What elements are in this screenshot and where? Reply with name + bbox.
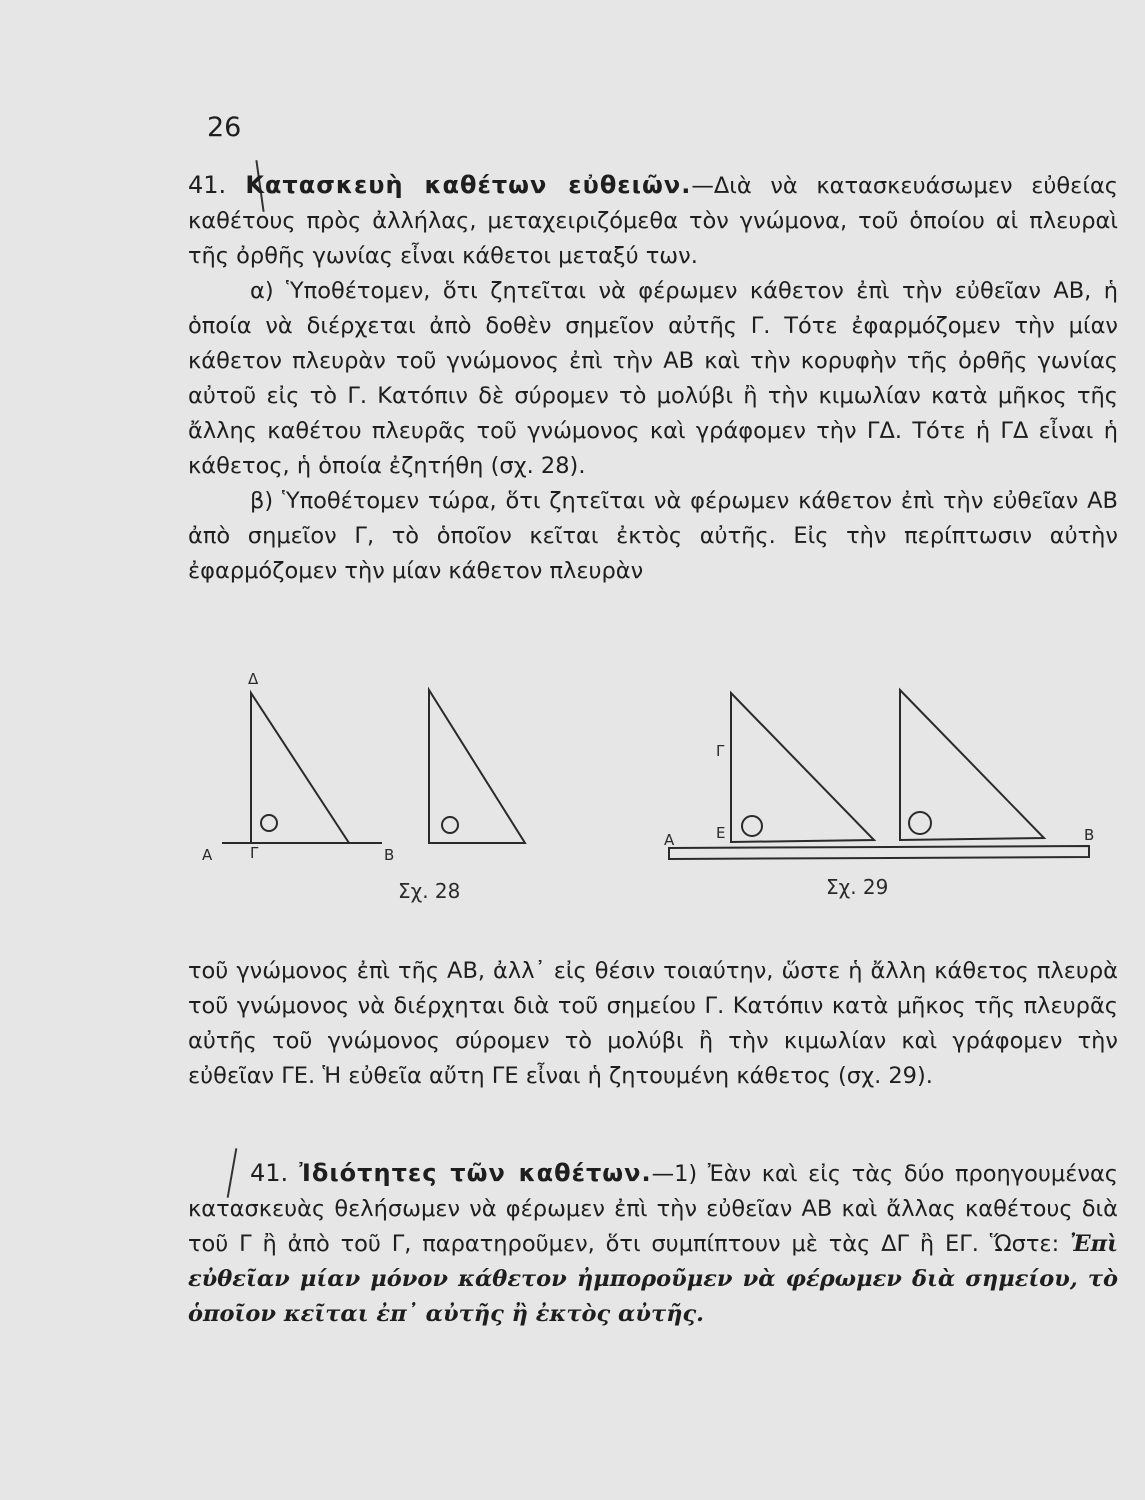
- set-square-29a: [731, 693, 874, 842]
- label-a-28: Α: [202, 846, 213, 864]
- section-text: —Διὰ νὰ κατασκευάσωμεν εὐθείας καθέτους πρὸς ἀλλήλας, μεταχειριζόμεθα τὸν γνώμονα, τοῦ ὁποίου αἱ πλευραὶ τῆς ὀρθῆς γωνίας εἶναι κάθετοι μεταξύ των.: [188, 173, 1118, 269]
- figure-29: [669, 690, 1089, 859]
- label-a-29: Α: [664, 831, 675, 849]
- ruler-29: [669, 846, 1089, 859]
- label-b-28: Β: [384, 846, 395, 864]
- label-gamma-29: Γ: [716, 742, 725, 760]
- paragraph-c-block: [188, 954, 1118, 1094]
- paragraph-a: α) Ὑποθέτομεν, ὅτι ζητεῖται νὰ φέρωμεν κάθετον ἐπὶ τὴν εὐθεῖαν ΑΒ, ἡ ὁποία νὰ διέρχεται ἀπὸ δοθὲν σημεῖον αὐτῆς Γ. Τότε ἐφαρμόζομεν τὴν μίαν κάθετον πλευρὰν τοῦ γνώμονος ἐπὶ τὴν ΑΒ καὶ τὴν κορυφὴν τῆς ὀρθῆς γωνίας αὐτοῦ εἰς τὸ Γ. Κατόπιν δὲ σύρομεν τὸ μολύβι ἢ τὴν κιμωλίαν κατὰ μῆκος τῆς ἄλλης καθέτου πλευρᾶς τοῦ γνώμονος καὶ γράφομεν τὴν ΓΔ. Τότε ἡ ΓΔ εἶναι ἡ κάθετος, ἡ ὁποία ἐζητήθη (σχ. 28).: [188, 278, 1118, 479]
- caption-29: Σχ. 29: [826, 875, 889, 899]
- set-square-hole-28b: [442, 817, 458, 833]
- set-square-29b: [900, 690, 1044, 840]
- section-number-2: 41.: [250, 1159, 300, 1187]
- section-text-2: —1) Ἐὰν καὶ εἰς τὰς δύο προηγουμένας κατασκευὰς θελήσωμεν νὰ φέρωμεν ἐπὶ τὴν εὐθεῖαν ΑΒ καὶ ἄλλας καθέτους διὰ τοῦ Γ ἢ ἀπὸ τοῦ Γ, παρατηροῦμεν, ὅτι συμπίπτουν μὲ τὰς ΔΓ ἢ ΕΓ. Ὥστε:: [188, 1161, 1118, 1257]
- section-heading: Κατασκευὴ καθέτων εὐθειῶν.: [245, 171, 692, 199]
- label-gamma-28: Γ: [250, 844, 259, 862]
- section-heading-2: Ἰδιότητες τῶν καθέτων.: [299, 1159, 652, 1187]
- label-e-29: Ε: [716, 824, 726, 842]
- section-41-properties: [188, 1156, 1118, 1332]
- caption-28: Σχ. 28: [398, 879, 461, 903]
- theorem-statement: Ἐπὶ εὐθεῖαν μίαν μόνον κάθετον ἠμποροῦμεν νὰ φέρωμεν διὰ σημείου, τὸ ὁποῖον κεῖται ἐπ᾽ αὐτῆς ἢ ἐκτὸς αὐτῆς.: [188, 1231, 1118, 1327]
- set-square-hole-28a: [261, 815, 277, 831]
- page-number: 26: [207, 112, 242, 143]
- label-b-29: Β: [1084, 826, 1095, 844]
- set-square-hole-29b: [909, 812, 931, 834]
- set-square-hole-29a: [742, 816, 762, 836]
- figure-28: [222, 690, 525, 843]
- label-delta-28: Δ: [248, 670, 259, 688]
- section-number: 41.: [188, 171, 246, 199]
- paragraph-c: τοῦ γνώμονος ἐπὶ τῆς ΑΒ, ἀλλ᾽ εἰς θέσιν τοιαύτην, ὥστε ἡ ἄλλη κάθετος πλευρὰ τοῦ γνώμονος νὰ διέρχηται διὰ τοῦ σημείου Γ. Κατόπιν κατὰ μῆκος τῆς πλευρᾶς αὐτῆς τοῦ γνώμονος σύρομεν τὸ μολύβι ἢ τὴν κιμωλίαν καὶ γράφομεν τὴν εὐθεῖαν ΓΕ. Ἡ εὐθεῖα αὔτη ΓΕ εἶναι ἡ ζητουμένη κάθετος (σχ. 29).: [188, 958, 1118, 1089]
- paragraph-b: β) Ὑποθέτομεν τώρα, ὅτι ζητεῖται νὰ φέρωμεν κάθετον ἐπὶ τὴν εὐθεῖαν ΑΒ ἀπὸ σημεῖον Γ, τὸ ὁποῖον κεῖται ἐκτὸς αὐτῆς. Εἰς τὴν περίπτωσιν αὐτὴν ἐφαρμόζομεν τὴν μίαν κάθετον πλευρὰν: [188, 488, 1118, 584]
- set-square-28a: [251, 693, 349, 843]
